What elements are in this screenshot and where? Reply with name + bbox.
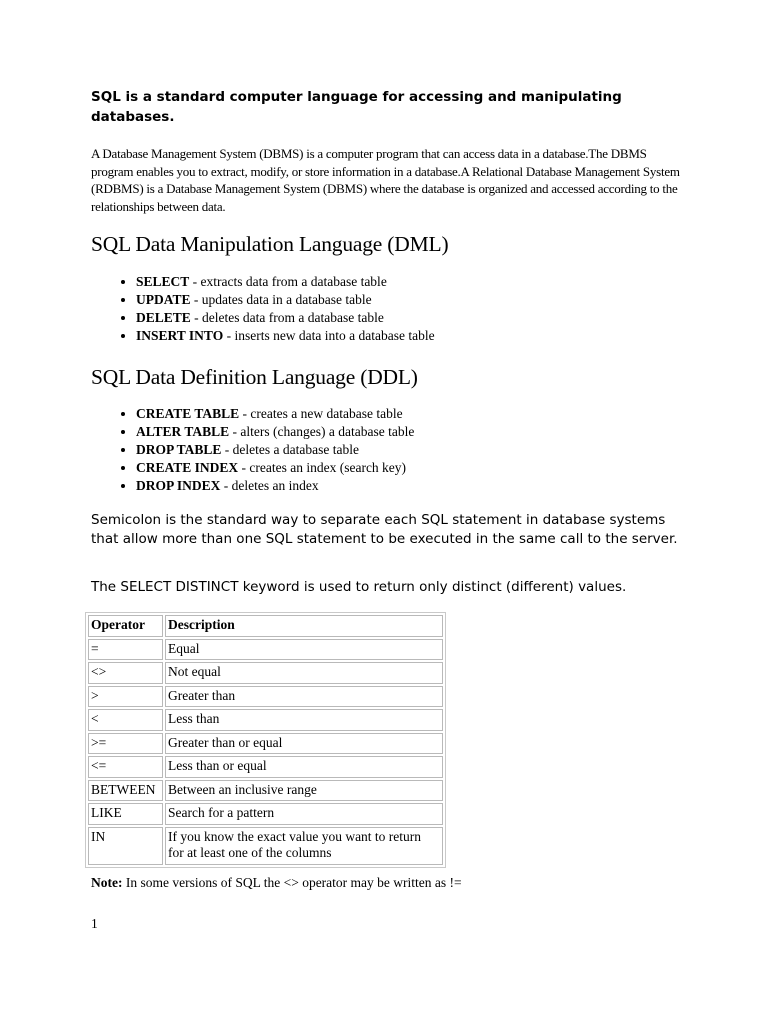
operator-cell: <: [88, 709, 163, 731]
list-item-keyword: DROP TABLE: [136, 442, 222, 457]
list-item: [136, 327, 736, 345]
list-item: [136, 291, 736, 309]
operator-cell: >: [88, 686, 163, 708]
lead-title: SQL is a standard computer language for accessing and manipulating databases.: [91, 89, 622, 125]
description-cell: Search for a pattern: [165, 803, 443, 825]
list-item-desc: - deletes an index: [220, 478, 319, 493]
description-cell: Less than: [165, 709, 443, 731]
list-item-keyword: SELECT: [136, 274, 190, 289]
list-item-desc: - deletes data from a database table: [190, 310, 384, 325]
operator-cell: IN: [88, 827, 163, 865]
ddl-list: [91, 405, 736, 495]
column-header-description: Description: [165, 615, 443, 637]
semicolon-paragraph: Semicolon is the standard way to separate each SQL statement in database systems that allow more than one SQL statement to be executed in the same call to the server.: [91, 512, 678, 547]
intro-paragraph: A Database Management System (DBMS) is a computer program that can access data in a database.The DBMS program enables you to extract, modify, or store information in a database.A Relational Database Management System (RDBMS) is a Database Management System (DBMS) where the database is organized and accessed according to the relationships between data.: [91, 146, 680, 214]
table-row: [88, 709, 443, 731]
note-label: Note:: [91, 875, 123, 890]
list-item: [136, 273, 736, 291]
list-item-desc: - inserts new data into a database table: [223, 328, 435, 343]
list-item-keyword: CREATE TABLE: [136, 406, 240, 421]
description-cell: Less than or equal: [165, 756, 443, 778]
dml-heading: SQL Data Manipulation Language (DML): [91, 232, 449, 256]
list-item: [136, 477, 736, 495]
list-item: [136, 309, 736, 327]
table-row: [88, 686, 443, 708]
description-cell: Between an inclusive range: [165, 780, 443, 802]
list-item-desc: - extracts data from a database table: [189, 274, 387, 289]
page-number: 1: [91, 916, 98, 931]
list-item-keyword: DROP INDEX: [136, 478, 221, 493]
description-cell: Not equal: [165, 662, 443, 684]
list-item-desc: - updates data in a database table: [190, 292, 372, 307]
operator-cell: <>: [88, 662, 163, 684]
dml-list: [91, 273, 736, 345]
table-row: [88, 780, 443, 802]
list-item: [136, 405, 736, 423]
table-row: [88, 639, 443, 661]
column-header-operator: Operator: [88, 615, 163, 637]
table-row: [88, 733, 443, 755]
table-row: [88, 803, 443, 825]
operator-cell: =: [88, 639, 163, 661]
list-item-desc: - alters (changes) a database table: [229, 424, 415, 439]
list-item-keyword: DELETE: [136, 310, 191, 325]
table-row: [88, 756, 443, 778]
table-row: [88, 827, 443, 865]
operator-cell: LIKE: [88, 803, 163, 825]
description-cell: Greater than: [165, 686, 443, 708]
list-item: [136, 459, 736, 477]
list-item: [136, 423, 736, 441]
operator-cell: <=: [88, 756, 163, 778]
list-item-desc: - creates an index (search key): [238, 460, 407, 475]
description-cell: Equal: [165, 639, 443, 661]
list-item-desc: - deletes a database table: [221, 442, 359, 457]
ddl-heading: SQL Data Definition Language (DDL): [91, 365, 418, 389]
table-header-row: [88, 615, 443, 637]
list-item-keyword: CREATE INDEX: [136, 460, 239, 475]
table-row: [88, 662, 443, 684]
note-text: In some versions of SQL the <> operator may be written as !=: [122, 875, 462, 890]
distinct-paragraph: The SELECT DISTINCT keyword is used to return only distinct (different) values.: [91, 579, 627, 595]
operator-cell: >=: [88, 733, 163, 755]
operator-table: [85, 612, 446, 868]
note-paragraph: [91, 874, 691, 892]
list-item: [136, 441, 736, 459]
list-item-keyword: INSERT INTO: [136, 328, 224, 343]
description-cell: Greater than or equal: [165, 733, 443, 755]
list-item-desc: - creates a new database table: [239, 406, 403, 421]
operator-cell: BETWEEN: [88, 780, 163, 802]
list-item-keyword: ALTER TABLE: [136, 424, 230, 439]
list-item-keyword: UPDATE: [136, 292, 191, 307]
description-cell: If you know the exact value you want to return for at least one of the columns: [165, 827, 443, 865]
